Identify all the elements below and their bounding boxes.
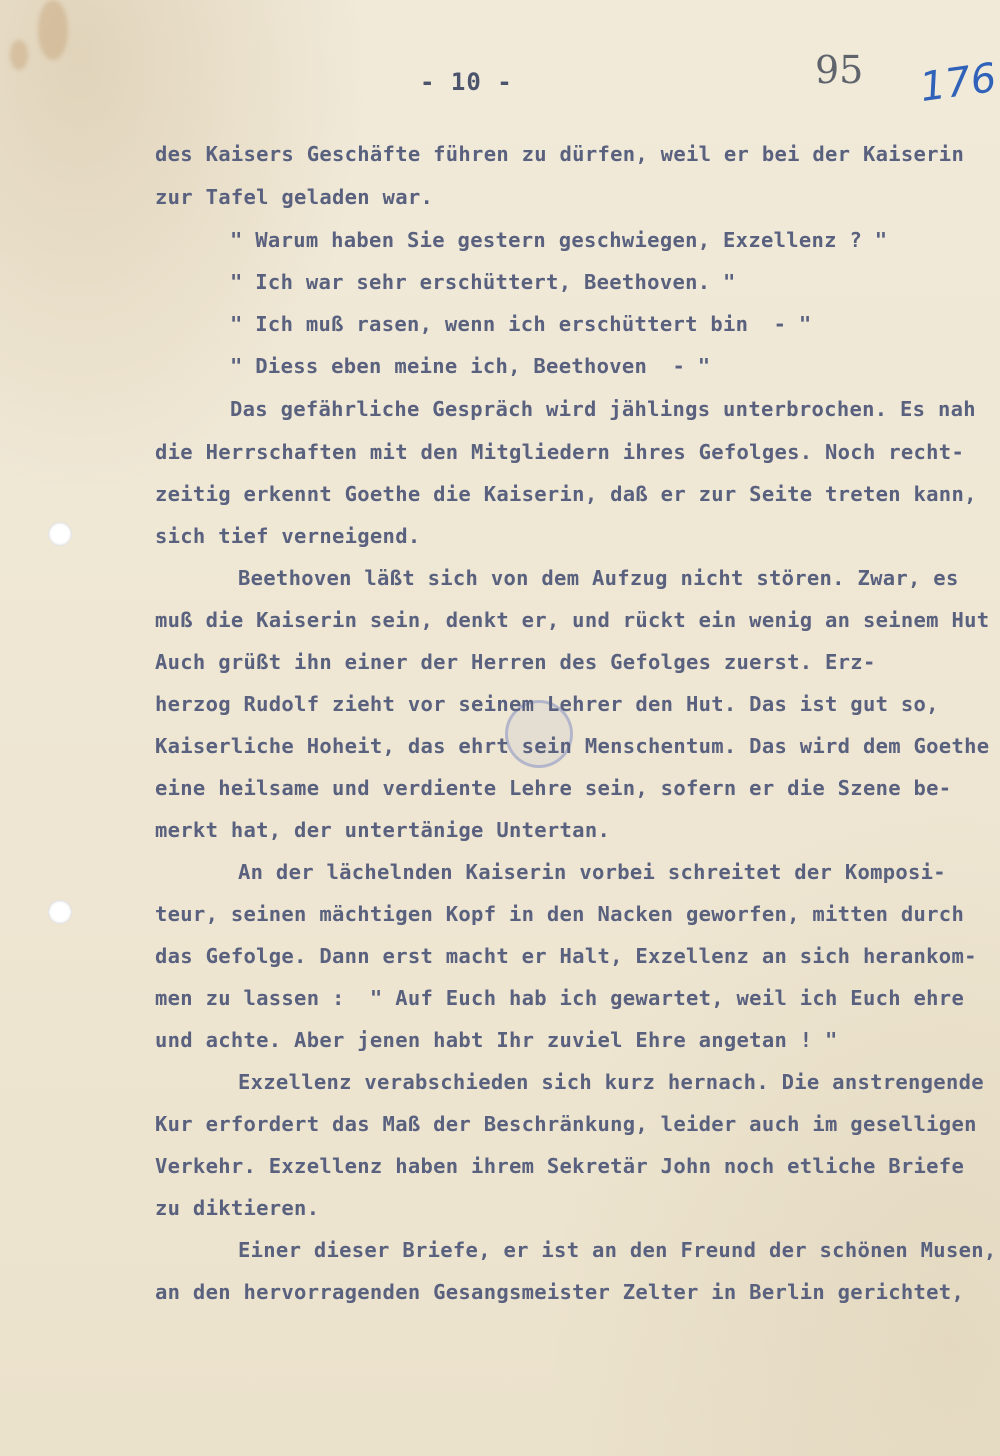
text-line: des Kaisers Geschäfte führen zu dürfen, weil er bei der Kaiserin <box>155 142 965 166</box>
text-line: men zu lassen : " Auf Euch hab ich gewartet, weil ich Euch ehre <box>155 986 965 1010</box>
text-line: Kur erfordert das Maß der Beschränkung, leider auch im geselligen <box>155 1112 977 1136</box>
text-line: und achte. Aber jenen habt Ihr zuviel Ehre angetan ! " <box>155 1028 838 1052</box>
archive-page-number: 95 <box>815 48 864 92</box>
text-line: eine heilsame und verdiente Lehre sein, sofern er die Szene be- <box>155 776 952 800</box>
paper-stain <box>10 40 28 70</box>
text-line: merkt hat, der untertänige Untertan. <box>155 818 611 842</box>
text-line: an den hervorragenden Gesangsmeister Zelter in Berlin gerichtet, <box>155 1280 965 1304</box>
text-line: Auch grüßt ihn einer der Herren des Gefolges zuerst. Erz- <box>155 650 876 674</box>
punch-hole <box>48 900 72 924</box>
text-line: Das gefährliche Gespräch wird jählings unterbrochen. Es nah <box>230 397 976 421</box>
text-line: das Gefolge. Dann erst macht er Halt, Exzellenz an sich herankom- <box>155 944 977 968</box>
text-line: Exzellenz verabschieden sich kurz hernach. Die anstrengende <box>238 1070 984 1094</box>
text-line: sich tief verneigend. <box>155 524 421 548</box>
text-line: An der lächelnden Kaiserin vorbei schreitet der Komposi- <box>238 860 946 884</box>
text-line: zu diktieren. <box>155 1196 320 1220</box>
text-line: " Ich muß rasen, wenn ich erschüttert bin - " <box>230 312 812 336</box>
text-line: " Ich war sehr erschüttert, Beethoven. " <box>230 270 736 294</box>
text-line: zur Tafel geladen war. <box>155 185 434 209</box>
text-line: " Warum haben Sie gestern geschwiegen, Exzellenz ? " <box>230 228 888 252</box>
text-line: teur, seinen mächtigen Kopf in den Nacken geworfen, mitten durch <box>155 902 965 926</box>
handwritten-folio-number: 176 <box>917 54 1000 112</box>
text-line: muß die Kaiserin sein, denkt er, und rückt ein wenig an seinem Hut <box>155 608 990 632</box>
text-line: herzog Rudolf zieht vor seinem Lehrer den Hut. Das ist gut so, <box>155 692 939 716</box>
text-line: die Herrschaften mit den Mitgliedern ihres Gefolges. Noch recht- <box>155 440 965 464</box>
text-line: Verkehr. Exzellenz haben ihrem Sekretär John noch etliche Briefe <box>155 1154 965 1178</box>
text-line: zeitig erkennt Goethe die Kaiserin, daß er zur Seite treten kann, <box>155 482 977 506</box>
text-line: Einer dieser Briefe, er ist an den Freund der schönen Musen, <box>238 1238 997 1262</box>
punch-hole <box>48 522 72 546</box>
paper-stain <box>38 0 68 60</box>
text-line: Kaiserliche Hoheit, das ehrt sein Menschentum. Das wird dem Goethe <box>155 734 990 758</box>
text-line: Beethoven läßt sich von dem Aufzug nicht stören. Zwar, es <box>238 566 959 590</box>
page-number: - 10 - <box>420 68 513 96</box>
text-line: " Diess eben meine ich, Beethoven - " <box>230 354 711 378</box>
